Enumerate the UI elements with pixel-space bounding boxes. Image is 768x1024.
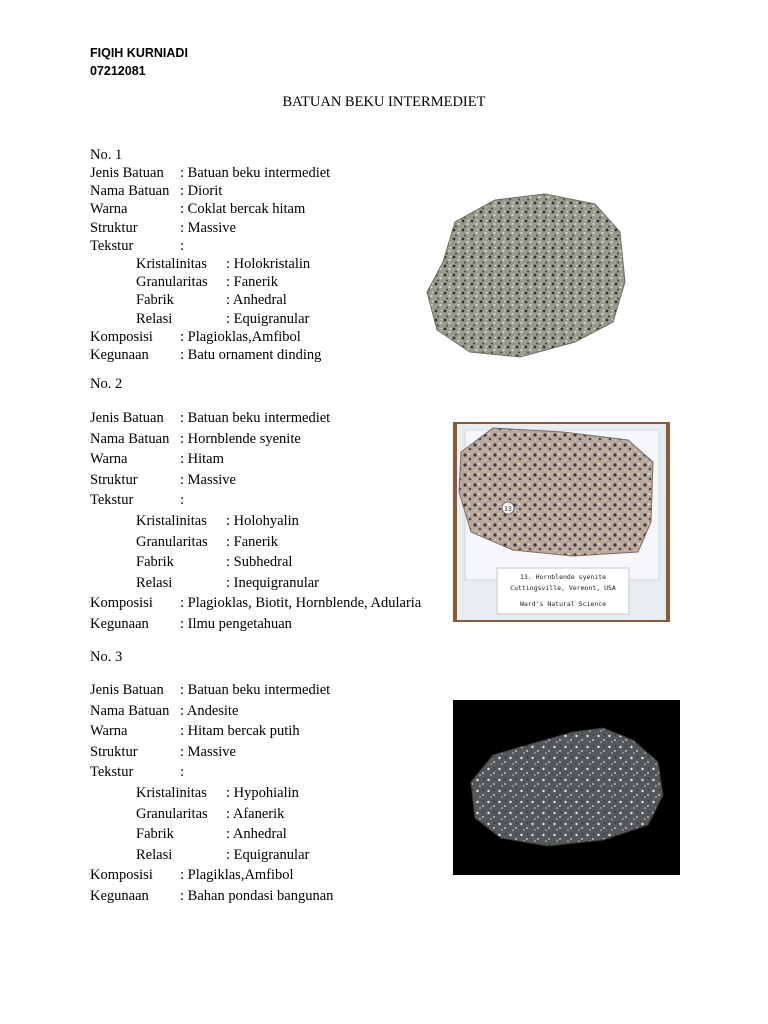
field-value-fabrik: : Subhedral <box>226 554 293 571</box>
field-label-tekstur: Tekstur <box>90 492 134 509</box>
andesite-photo <box>453 700 680 875</box>
diorite-photo <box>425 192 630 360</box>
field-value-jenis: : Batuan beku intermediet <box>180 165 331 181</box>
student-id: 07212081 <box>90 64 146 78</box>
specimen-card-line-2: Cuttingsville, Vermont, USA <box>510 584 616 592</box>
sample-number: No. 2 <box>90 376 123 392</box>
field-value-granularitas: : Afanerik <box>226 805 285 822</box>
field-value-granularitas: : Fanerik <box>226 274 278 291</box>
field-value-nama: : Andesite <box>180 702 239 719</box>
field-label-struktur: Struktur <box>90 743 138 760</box>
specimen-tag-number: 13 <box>504 506 512 513</box>
field-label-kegunaan: Kegunaan <box>90 347 149 363</box>
field-value-jenis: : Batuan beku intermediet <box>180 410 331 426</box>
field-value-nama: : Hornblende syenite <box>180 430 301 447</box>
field-label-struktur: Struktur <box>90 219 138 236</box>
field-label-jenis: Jenis Batuan <box>90 165 164 181</box>
field-label-jenis: Jenis Batuan <box>90 682 164 698</box>
field-value-fabrik: : Anhedral <box>226 292 287 309</box>
field-label-fabrik: Fabrik <box>136 292 174 309</box>
field-label-komposisi: Komposisi <box>90 595 153 612</box>
field-label-fabrik: Fabrik <box>136 554 174 571</box>
field-label-nama: Nama Batuan <box>90 183 170 200</box>
field-label-fabrik: Fabrik <box>136 826 174 843</box>
field-label-warna: Warna <box>90 451 128 468</box>
field-value-struktur: : Massive <box>180 471 236 488</box>
specimen-card-line-3: Ward's Natural Science <box>519 600 607 608</box>
field-value-relasi: : Inequigranular <box>226 574 320 591</box>
field-label-tekstur: Tekstur <box>90 237 134 254</box>
field-value-tekstur: : <box>180 492 185 509</box>
hornblende-syenite-photo <box>453 422 670 622</box>
field-label-kristalinitas: Kristalinitas <box>136 513 207 529</box>
field-value-warna: : Coklat bercak hitam <box>180 201 306 218</box>
field-value-komposisi: : Plagioklas,Amfibol <box>180 328 301 345</box>
field-value-komposisi: : Plagiklas,Amfibol <box>180 867 294 884</box>
field-value-kristalinitas: : Holokristalin <box>226 256 311 272</box>
field-value-nama: : Diorit <box>180 183 223 200</box>
field-value-relasi: : Equigranular <box>226 310 310 327</box>
field-label-kegunaan: Kegunaan <box>90 888 149 904</box>
field-label-kristalinitas: Kristalinitas <box>136 785 207 801</box>
field-value-kristalinitas: : Holohyalin <box>226 513 299 529</box>
field-value-struktur: : Massive <box>180 743 236 760</box>
field-label-relasi: Relasi <box>136 310 173 327</box>
field-label-nama: Nama Batuan <box>90 430 170 447</box>
sample-number: No. 1 <box>90 147 123 163</box>
field-value-komposisi: : Plagioklas, Biotit, Hornblende, Adularia <box>180 595 422 612</box>
field-label-jenis: Jenis Batuan <box>90 410 164 426</box>
field-value-kristalinitas: : Hypohialin <box>226 785 299 801</box>
field-label-komposisi: Komposisi <box>90 328 153 345</box>
field-value-granularitas: : Fanerik <box>226 533 278 550</box>
field-label-warna: Warna <box>90 201 128 218</box>
field-value-tekstur: : <box>180 764 185 781</box>
field-value-kegunaan: : Ilmu pengetahuan <box>180 616 292 632</box>
field-value-tekstur: : <box>180 237 185 254</box>
field-label-nama: Nama Batuan <box>90 702 170 719</box>
field-label-warna: Warna <box>90 723 128 740</box>
field-label-kristalinitas: Kristalinitas <box>136 256 207 272</box>
field-label-granularitas: Granularitas <box>136 274 208 291</box>
sample-number: No. 3 <box>90 649 123 665</box>
document-title: BATUAN BEKU INTERMEDIET <box>282 94 486 110</box>
field-label-granularitas: Granularitas <box>136 805 208 822</box>
field-value-warna: : Hitam <box>180 451 224 468</box>
field-value-warna: : Hitam bercak putih <box>180 723 300 740</box>
field-label-tekstur: Tekstur <box>90 764 134 781</box>
field-value-relasi: : Equigranular <box>226 846 310 863</box>
field-label-relasi: Relasi <box>136 574 173 591</box>
field-value-jenis: : Batuan beku intermediet <box>180 682 331 698</box>
field-label-kegunaan: Kegunaan <box>90 616 149 632</box>
field-label-struktur: Struktur <box>90 471 138 488</box>
specimen-card-line-1: 13. Hornblende syenite <box>519 573 607 581</box>
field-label-granularitas: Granularitas <box>136 533 208 550</box>
field-value-fabrik: : Anhedral <box>226 826 287 843</box>
field-label-komposisi: Komposisi <box>90 867 153 884</box>
field-value-kegunaan: : Batu ornament dinding <box>180 347 322 363</box>
field-label-relasi: Relasi <box>136 846 173 863</box>
field-value-kegunaan: : Bahan pondasi bangunan <box>180 888 334 904</box>
field-value-struktur: : Massive <box>180 219 236 236</box>
author-name: FIQIH KURNIADI <box>90 46 188 60</box>
